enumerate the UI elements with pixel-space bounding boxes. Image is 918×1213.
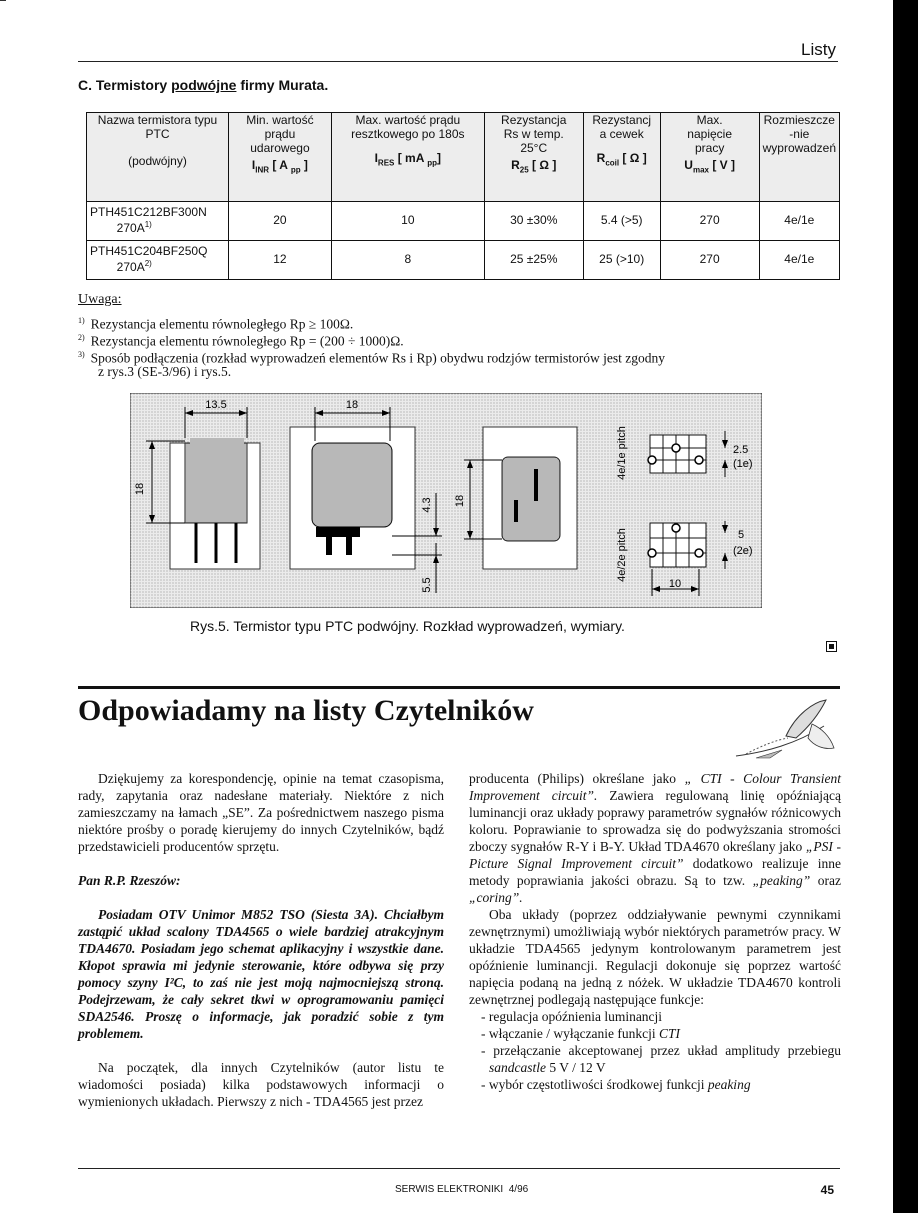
list-item: - regulacja opóźnienia luminancji (481, 1009, 663, 1024)
cell-r25: 30 ±30% (484, 202, 583, 241)
paragraph: Dziękujemy za korespondencję, opinie na temat czasopisma, rady, zapytania oraz nadesłane materiały. Niektóre z nich zamieszczamy na łamach „SE”. Za pośrednictwem naszego pisma niektóre prośby o poradę kierujemy do innych Czytelników, bądź przedstawicieli producentów sprzętu. (78, 771, 444, 854)
symbol-ires: $I_{RES}$ [ mA $_{pp}$] (374, 150, 442, 167)
cell-pinout: 4e/1e (759, 241, 839, 280)
scan-mark (0, 0, 6, 1)
thermistor-drawing (130, 393, 762, 608)
dim-label: 13.5 (205, 399, 227, 411)
cell-ires: 8 (331, 241, 484, 280)
letter-author: Pan R.P. Rzeszów: (78, 873, 181, 888)
cell-ires: 10 (331, 202, 484, 241)
col-header-ires: Max. wartość prądu resztkowego po 180s $I_{RES}$ [ mA $_{pp}$] (331, 113, 484, 202)
symbol-rcoil: $R_{coil}$ [ Ω ] (596, 150, 647, 167)
symbol-umax: $U_{max}$ [ V ] (684, 158, 735, 175)
function-list (469, 1008, 841, 1093)
letter-text: Posiadam OTV Unimor M852 TSO (Siesta 3A). Chciałbym zastąpić układ scalony TDA4565 o wiele bardziej atrakcyjnym TDA4670. Posiadam jego schemat aplikacyjny i wszystkie dane. Kłopot sprawia mi jedynie sterowanie, które odbywa się przy pomocy szyny I²C, to zaś nie jest moją najmocniejszą stroną. Podejrzewam, że cały sekret tkwi w oprogramowaniu pamięci SDA2546. Proszę o informacje, jak poradzić sobie z tym problemem. (78, 907, 444, 1041)
section-header: Listy (801, 40, 836, 59)
note-item: z rys.3 (SE-3/96) i rys.5. (98, 364, 232, 379)
symbol-inr: $I_{INR}$ [ A $_{pp}$ ] (251, 158, 308, 175)
dim-label: 2.5 (733, 444, 749, 456)
cell-umax: 270 (660, 241, 759, 280)
col-header-umax: Max. napięcie pracy $U_{max}$ [ V ] (660, 113, 759, 202)
list-item: - wybór częstotliwości środkowej funkcji peaking (481, 1077, 751, 1092)
paragraph: Oba układy (poprzez oddziaływanie pewnymi czynnikami zewnętrznymi) umożliwiają wybór niektórych parametrów pracy. W układzie TDA4565 jedynym kontrolowanym parametrem jest opóźnienie luminancji. Regulacji dokonuje się poprzez wartość napięcia podaną na jedną z nóżek. W układzie TDA4670 kontroli zewnętrznej podlegają następujące funkcje: (469, 907, 841, 1007)
dim-label: 18 (345, 399, 359, 411)
col-header-rs: Rezystancja Rs w temp. 25°C $R_{25}$ [ Ω ] (484, 113, 583, 202)
scan-edge-bar (893, 0, 918, 1213)
col-header-name: Nazwa termistora typu PTC (podwójny) (87, 113, 229, 202)
section-title: C. Termistory podwójne firmy Murata. (78, 77, 329, 93)
col-header-rcoil: Rezystancj a cewek $R_{coil}$ [ Ω ] (583, 113, 660, 202)
dim-label: 18 (454, 494, 466, 508)
quill-illustration-icon (726, 694, 838, 762)
dim-label: (1e) (733, 458, 753, 470)
pitch-label: 4e/2e pitch (616, 528, 628, 582)
table-row (87, 202, 840, 241)
cell-inr: 20 (228, 202, 331, 241)
article-rule (78, 686, 840, 689)
thermistor-table (86, 112, 840, 280)
article-right-column (469, 770, 841, 1093)
paragraph: producenta (Philips) określane jako „ CTI - Colour Transient Improvement circuit”. Zawiera regulowaną linię opóźniającą luminancji oraz układy poprawy parametrów sygnałów różnicowych koloru. Poprawianie to sprowadza się do podwyższania stromości zboczy sygnałów R-Y i B-Y. Układ TDA4670 określany jako „PSI - Picture Signal Improvement circuit” dodatkowo realizuje inne metody poprawiania jakości obrazu. Są to tzw. „peaking” oraz „coring”. (469, 771, 841, 905)
cell-inr: 12 (228, 241, 331, 280)
notes-title: Uwaga: (78, 292, 122, 307)
dim-label: (2e) (733, 545, 753, 557)
cell-rcoil: 25 (>10) (583, 241, 660, 280)
table-header-row (87, 113, 840, 202)
dim-label: 10 (668, 578, 682, 590)
page-number: 45 (820, 1183, 834, 1197)
table-row (87, 241, 840, 280)
pitch-label: 4e/1e pitch (616, 426, 628, 480)
list-item: - włączanie / wyłączanie funkcji CTI (481, 1026, 681, 1041)
cell-pinout: 4e/1e (759, 202, 839, 241)
figure-caption: Rys.5. Termistor typu PTC podwójny. Rozkład wyprowadzeń, wymiary. (190, 618, 625, 634)
paragraph: Na początek, dla innych Czytelników (autor listu te wiadomości posiada) kilka podstawowych informacji o wymienionych układach. Pierwszy z nich - TDA4565 jest przez (78, 1060, 444, 1109)
note-item: $^{2)}$ Rezystancja elementu równoległego Rp = (200 ÷ 1000)Ω. (78, 333, 404, 349)
article-title: Odpowiadamy na listy Czytelników (78, 694, 534, 727)
col-header-inr: Min. wartość prądu udarowego $I_{INR}$ [ A $_{pp}$ ] (228, 113, 331, 202)
header-rule (78, 61, 838, 62)
col-header-pinout: Rozmieszcze -nie wyprowadzeń (759, 113, 839, 202)
note-item: $^{3)}$ Sposób podłączenia (rozkład wyprowadzeń elementów Rs i Rp) obydwu rodzjów termistorów jest zgodny (78, 350, 666, 366)
row-name: PTH451C204BF250Q $270A^{2)}$ (87, 241, 229, 280)
dim-label: 5.5 (421, 577, 433, 593)
dim-label: 4.3 (421, 497, 433, 513)
footer-rule (78, 1168, 840, 1169)
cell-umax: 270 (660, 202, 759, 241)
symbol-r25: $R_{25}$ [ Ω ] (511, 158, 557, 175)
note-item: $^{1)}$ Rezystancja elementu równoległego Rp ≥ 100Ω. (78, 316, 354, 332)
list-item: - przełączanie akceptowanej przez układ amplitudy przebiegu sandcastle 5 V / 12 V (481, 1043, 841, 1075)
row-name: PTH451C212BF300N $270A^{1)}$ (87, 202, 229, 241)
cell-rcoil: 5.4 (>5) (583, 202, 660, 241)
article-left-column (78, 770, 444, 1110)
footer-brand: SERWIS ELEKTRONIKI 4/96 (395, 1184, 529, 1195)
dim-label: 5 (738, 529, 745, 541)
end-mark-icon (826, 641, 837, 652)
cell-r25: 25 ±25% (484, 241, 583, 280)
dim-label: 18 (134, 482, 146, 496)
